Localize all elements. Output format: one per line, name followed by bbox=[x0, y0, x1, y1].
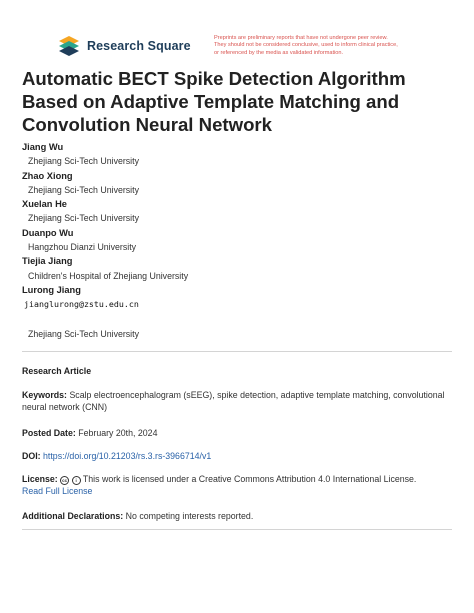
declarations-label: Additional Declarations: bbox=[22, 511, 124, 521]
doi-label: DOI: bbox=[22, 451, 41, 461]
author-entry bbox=[22, 197, 452, 226]
posted-date-value: February 20th, 2024 bbox=[78, 428, 158, 438]
author-name: Duanpo Wu bbox=[22, 227, 74, 238]
license bbox=[22, 473, 454, 498]
author-email[interactable]: jianglurong@zstu.edu.cn bbox=[24, 299, 139, 310]
author-entry bbox=[22, 226, 452, 255]
author-affiliation: Children's Hospital of Zhejiang University bbox=[28, 270, 189, 281]
additional-declarations bbox=[22, 510, 454, 522]
author-entry bbox=[22, 283, 452, 341]
keywords bbox=[22, 389, 454, 414]
author-affiliation: Zhejiang Sci-Tech University bbox=[28, 156, 139, 167]
author-entry bbox=[22, 140, 452, 169]
paper-title: Automatic BECT Spike Detection Algorithm Based on Adaptive Template Matching and Convolution Neural Network bbox=[22, 68, 406, 135]
author-list bbox=[22, 140, 452, 341]
research-square-logo[interactable] bbox=[57, 36, 191, 56]
author-name: Xuelan He bbox=[22, 199, 67, 210]
preprint-disclaimer bbox=[214, 35, 454, 57]
posted-date bbox=[22, 427, 454, 439]
header bbox=[0, 0, 474, 62]
divider bbox=[22, 351, 452, 352]
license-text: This work is licensed under a Creative Commons Attribution 4.0 International License. bbox=[82, 474, 417, 484]
keywords-label: Keywords: bbox=[22, 390, 67, 400]
disclaimer-line: or referenced by the media as validated information. bbox=[214, 49, 344, 56]
author-affiliation: Hangzhou Dianzi University bbox=[28, 242, 137, 253]
author-affiliation: Zhejiang Sci-Tech University bbox=[28, 184, 139, 195]
doi-link[interactable]: https://doi.org/10.21203/rs.3.rs-3966714/v1 bbox=[43, 451, 212, 461]
cc-icon: cc bbox=[62, 478, 68, 483]
author-name: Lurong Jiang bbox=[22, 284, 81, 295]
author-name: Tiejia Jiang bbox=[22, 256, 73, 267]
read-full-license-link[interactable]: Read Full License bbox=[22, 486, 93, 497]
article-type: Research Article bbox=[22, 366, 92, 376]
author-entry bbox=[22, 254, 452, 283]
posted-date-label: Posted Date: bbox=[22, 428, 76, 438]
disclaimer-line: Preprints are preliminary reports that have not undergone peer review. bbox=[214, 35, 388, 41]
author-name: Jiang Wu bbox=[22, 142, 64, 152]
keywords-value: Scalp electroencephalogram (sEEG), spike detection, adaptive template matching, convolutional neural network (CNN) bbox=[22, 390, 445, 413]
author-name: Zhao Xiong bbox=[22, 170, 73, 181]
by-icon: i bbox=[72, 476, 81, 485]
license-label: License: bbox=[22, 474, 58, 484]
divider bbox=[22, 529, 452, 530]
doi bbox=[22, 450, 454, 462]
author-affiliation: Zhejiang Sci-Tech University bbox=[28, 213, 139, 224]
brand-name: Research Square bbox=[87, 39, 191, 53]
declarations-value: No competing interests reported. bbox=[125, 511, 254, 521]
disclaimer-line: They should not be considered conclusive, used to inform clinical practice, bbox=[214, 42, 398, 49]
research-square-logo-icon bbox=[57, 36, 81, 56]
author-entry bbox=[22, 169, 452, 198]
author-affiliation: Zhejiang Sci-Tech University bbox=[28, 329, 139, 340]
